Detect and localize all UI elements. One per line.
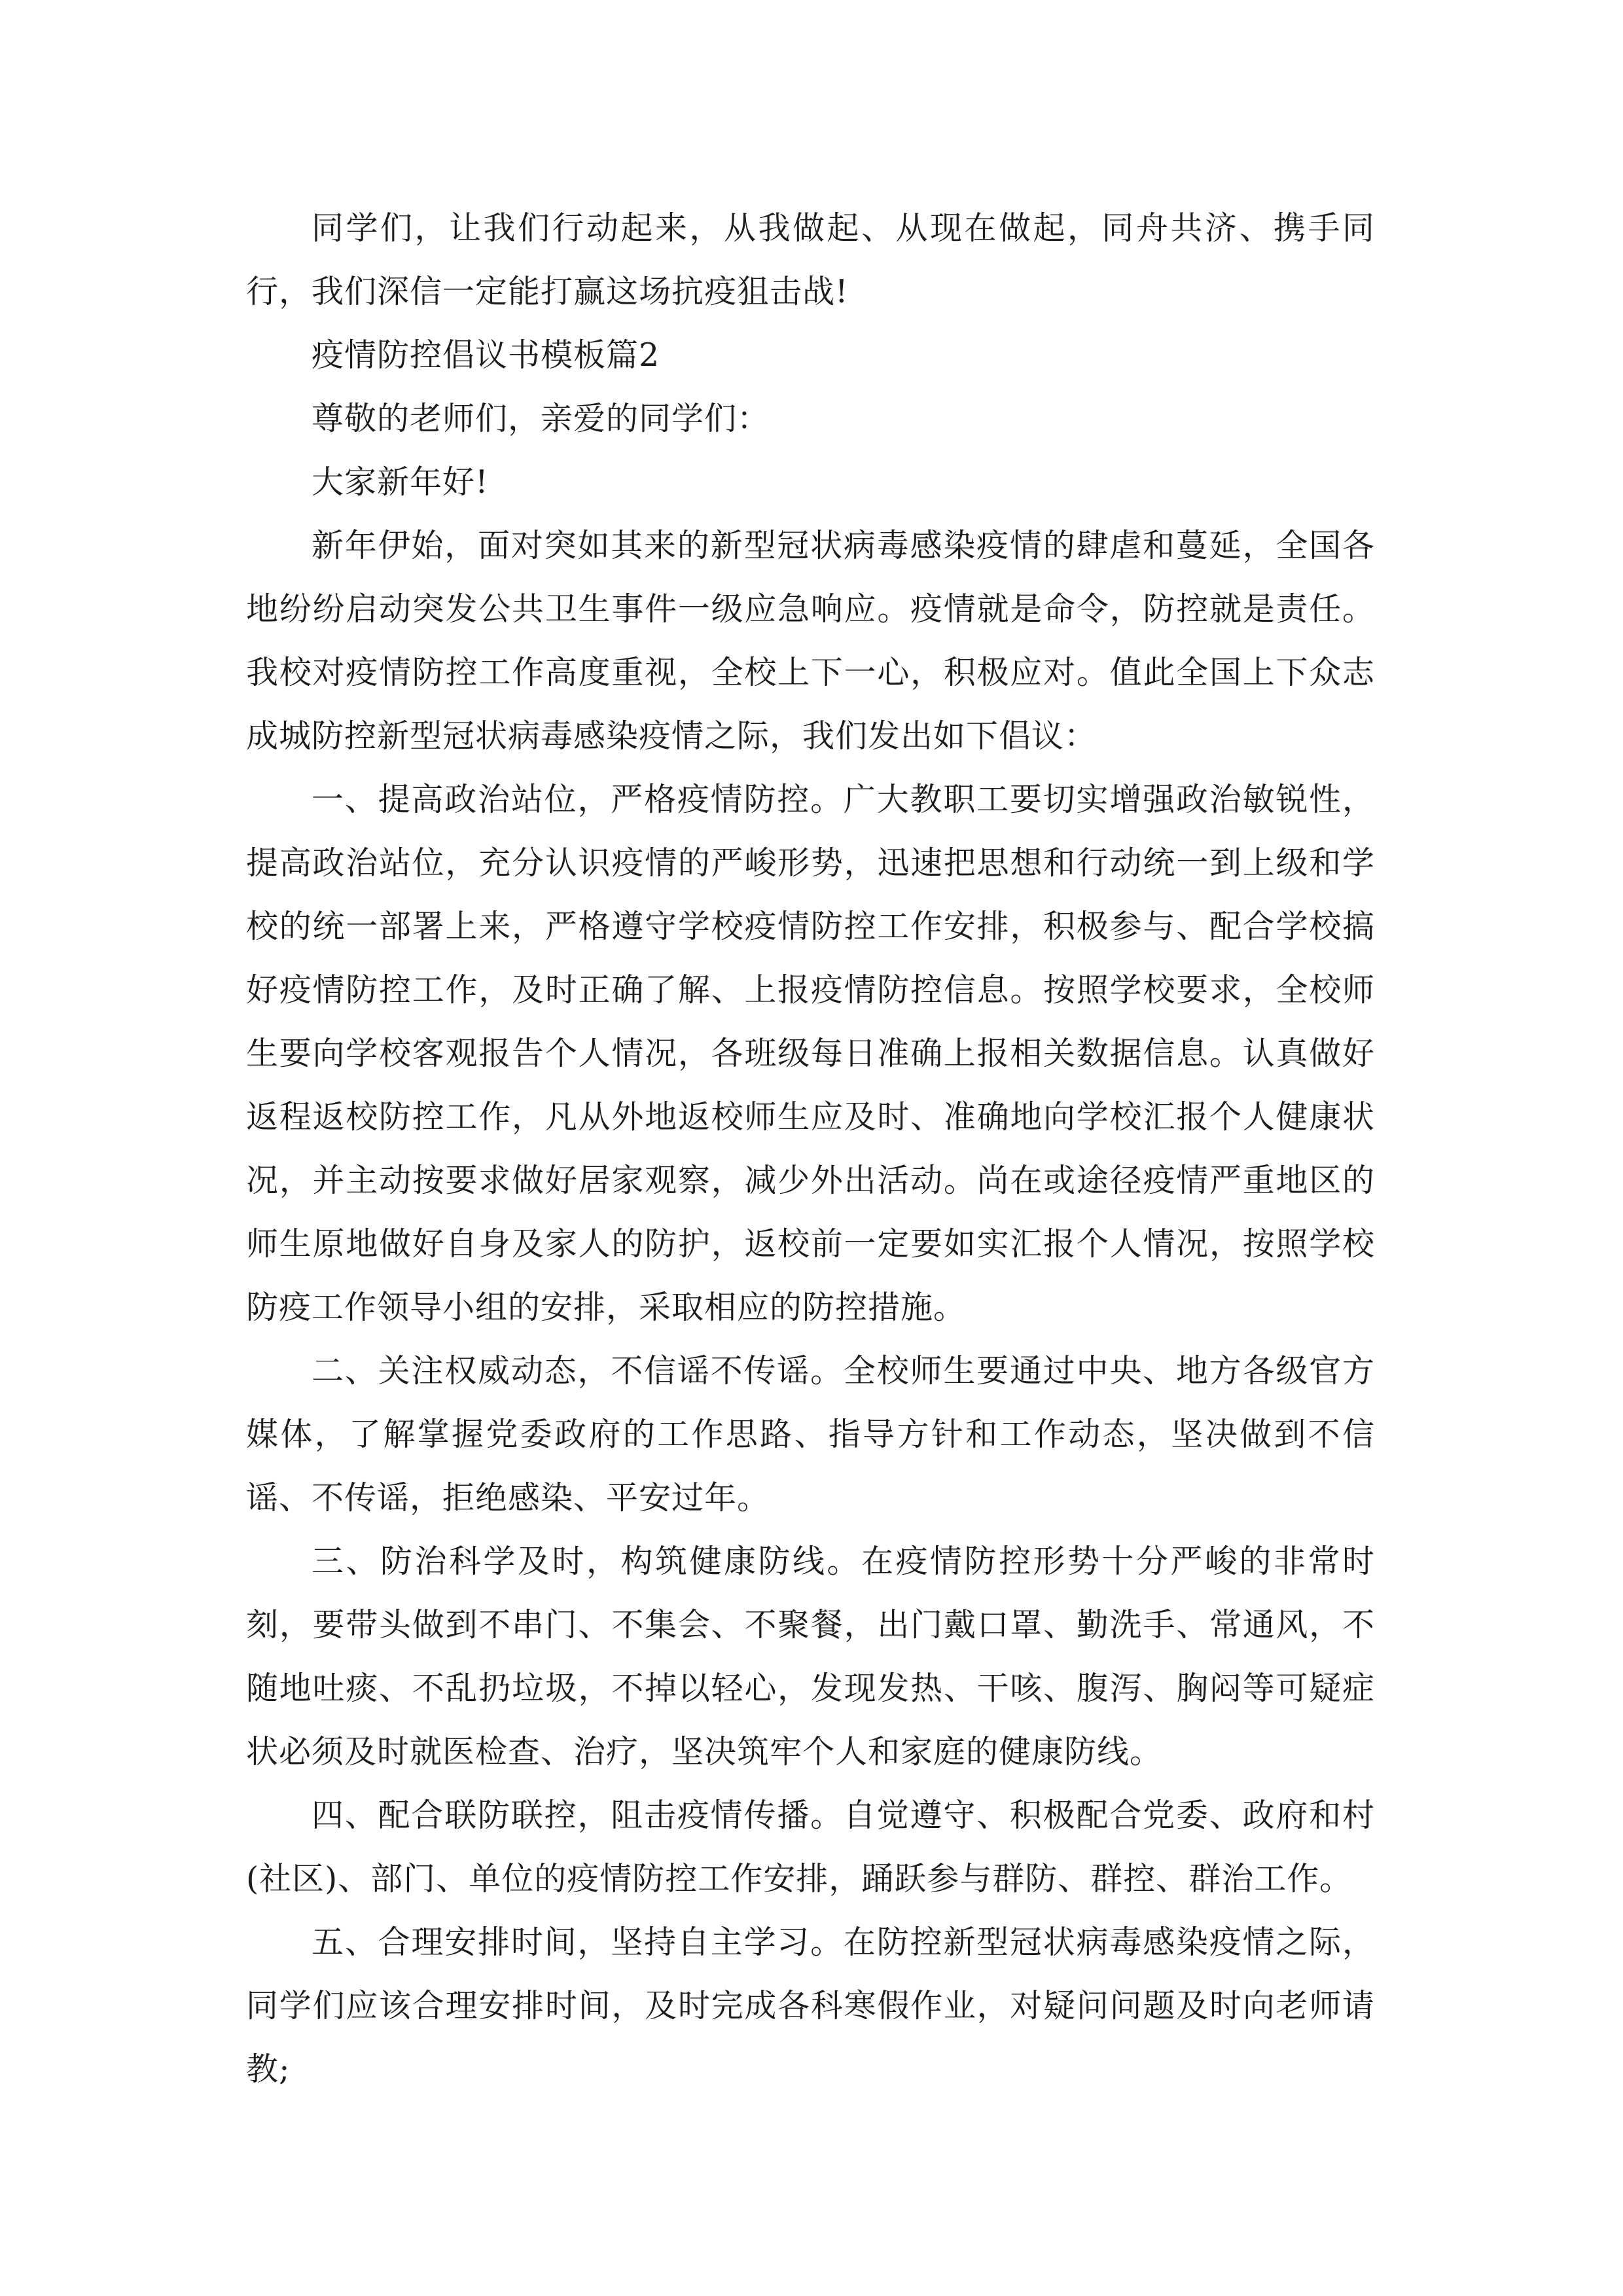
document-body xyxy=(246,196,1375,2101)
section-title: 疫情防控倡议书模板篇2 xyxy=(312,336,660,374)
paragraph-item-2: 二、关注权威动态，不信谣不传谣。全校师生要通过中央、地方各级官方媒体，了解掌握党委政府的工作思路、指导方针和工作动态，坚决做到不信谣、不传谣，拒绝感染、平安过年。 xyxy=(246,1352,1375,1516)
paragraph-item-3: 三、防治科学及时，构筑健康防线。在疫情防控形势十分严峻的非常时刻，要带头做到不串门、不集会、不聚餐，出门戴口罩、勤洗手、常通风，不随地吐痰、不乱扔垃圾，不掉以轻心，发现发热、干咳、腹泻、胸闷等可疑症状必须及时就医检查、治疗，坚决筑牢个人和家庭的健康防线。 xyxy=(246,1543,1375,1770)
salutation: 尊敬的老师们，亲爱的同学们： xyxy=(312,400,770,437)
paragraph-closing-call: 同学们，让我们行动起来，从我做起、从现在做起，同舟共济、携手同行，我们深信一定能打赢这场抗疫狙击战! xyxy=(246,209,1375,310)
greeting: 大家新年好! xyxy=(312,463,489,501)
paragraph-intro: 新年伊始，面对突如其来的新型冠状病毒感染疫情的肆虐和蔓延，全国各地纷纷启动突发公共卫生事件一级应急响应。疫情就是命令，防控就是责任。我校对疫情防控工作高度重视，全校上下一心，积极应对。值此全国上下众志成城防控新型冠状病毒感染疫情之际，我们发出如下倡议： xyxy=(246,527,1375,755)
paragraph-item-5: 五、合理安排时间，坚持自主学习。在防控新型冠状病毒感染疫情之际，同学们应该合理安排时间，及时完成各科寒假作业，对疑问问题及时向老师请教; xyxy=(246,1924,1375,2088)
paragraph-item-1: 一、提高政治站位，严格疫情防控。广大教职工要切实增强政治敏锐性，提高政治站位，充分认识疫情的严峻形势，迅速把思想和行动统一到上级和学校的统一部署上来，严格遵守学校疫情防控工作安排，积极参与、配合学校搞好疫情防控工作，及时正确了解、上报疫情防控信息。按照学校要求，全校师生要向学校客观报告个人情况，各班级每日准确上报相关数据信息。认真做好返程返校防控工作，凡从外地返校师生应及时、准确地向学校汇报个人健康状况，并主动按要求做好居家观察，减少外出活动。尚在或途径疫情严重地区的师生原地做好自身及家人的防护，返校前一定要如实汇报个人情况，按照学校防疫工作领导小组的安排，采取相应的防控措施。 xyxy=(246,781,1375,1326)
paragraph-item-4: 四、配合联防联控，阻击疫情传播。自觉遵守、积极配合党委、政府和村(社区)、部门、单位的疫情防控工作安排，踊跃参与群防、群控、群治工作。 xyxy=(246,1797,1375,1897)
